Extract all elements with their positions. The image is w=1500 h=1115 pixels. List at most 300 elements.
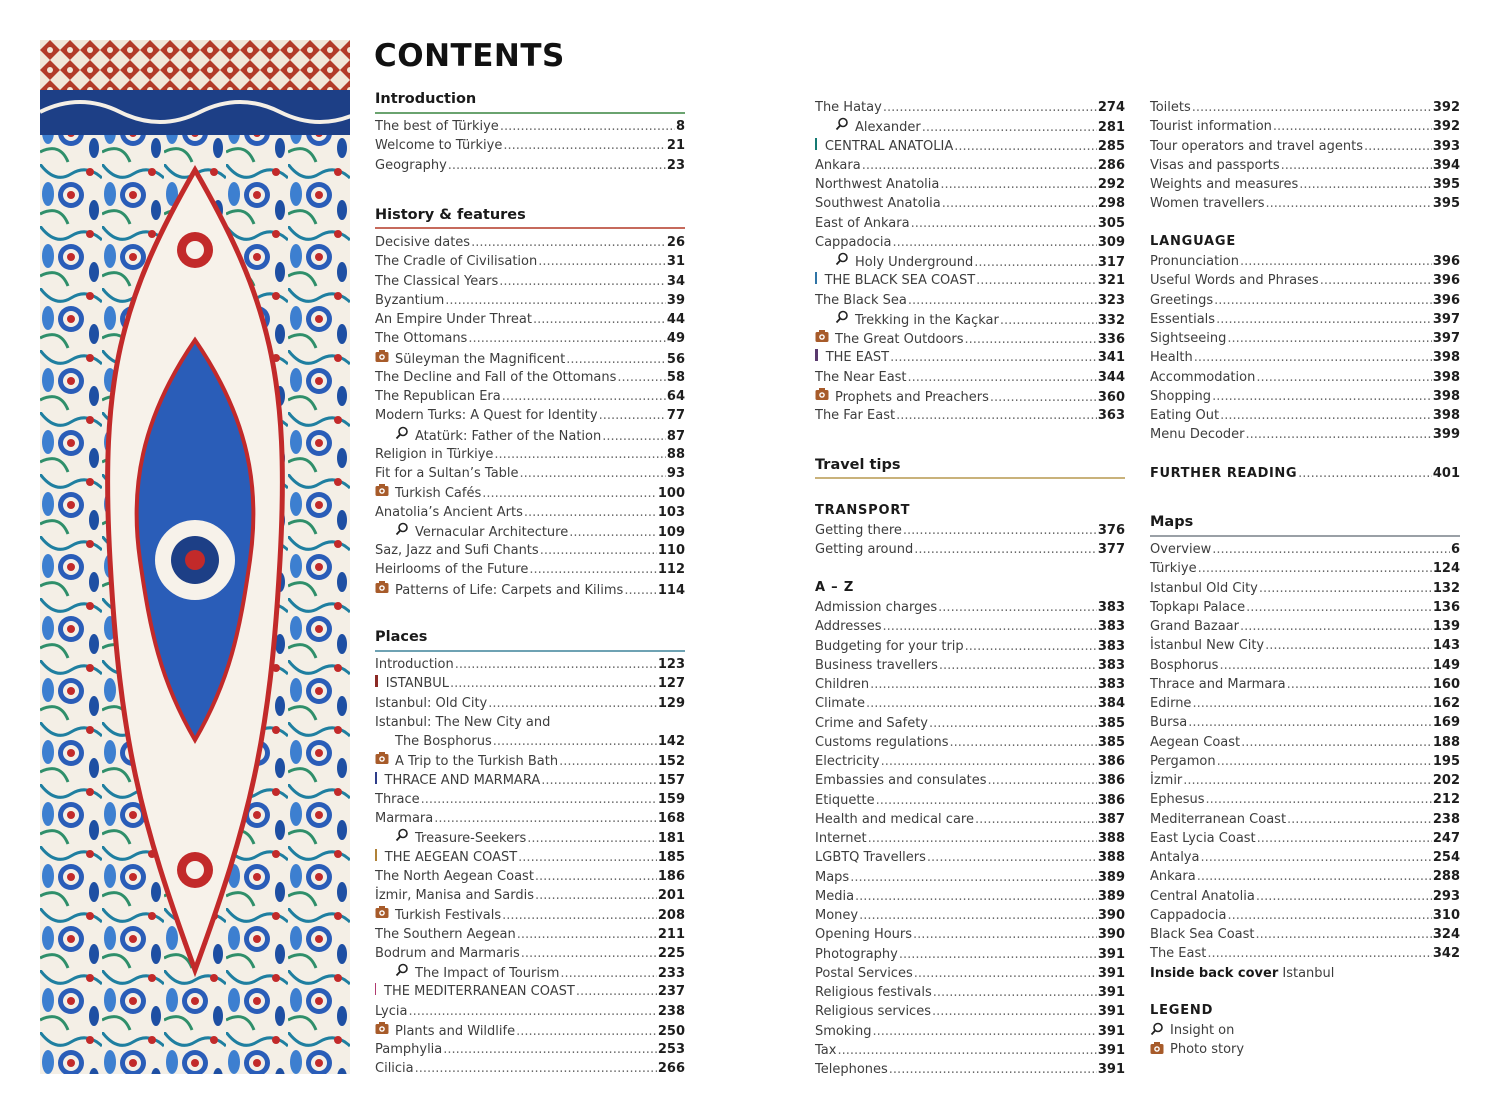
toc-entry-page: 292 [1097, 177, 1125, 192]
toc-entry-label: Alexander [855, 120, 921, 136]
dot-leader [434, 809, 657, 828]
toc-entry-page: 152 [657, 754, 685, 770]
dot-leader [866, 694, 1097, 713]
toc-entry-page: 112 [657, 562, 685, 578]
toc-entry-page: 389 [1097, 888, 1125, 904]
toc-entry-page: 225 [657, 945, 685, 961]
toc-entry[interactable] [815, 348, 1125, 367]
toc-entry-label: Menu Decoder [1150, 427, 1245, 443]
toc-entry-label: Süleyman the Magnificent [395, 351, 566, 367]
toc-entry[interactable] [375, 503, 685, 522]
toc-entry[interactable] [815, 156, 1125, 175]
inside-back-cover-label: Inside back cover [1150, 966, 1279, 981]
toc-entry-page: 157 [657, 772, 685, 788]
toc-entry[interactable] [375, 349, 685, 368]
toc-entry-label: İzmir [1150, 773, 1183, 788]
toc-entry-label: THE MEDITERRANEAN COAST [384, 984, 575, 1000]
toc-entry[interactable] [815, 810, 1125, 829]
dot-leader [1257, 829, 1432, 848]
toc-entry-page: 274 [1097, 100, 1125, 115]
dot-leader [560, 964, 656, 983]
camera-icon [375, 483, 389, 497]
toc-entry-page: 391 [1097, 1004, 1125, 1020]
subheading-transport: TRANSPORT [815, 503, 911, 518]
toc-entry-label: Cilicia [375, 1061, 414, 1077]
toc-entry[interactable] [815, 137, 1125, 156]
toc-entry-label: Istanbul: The New City and [375, 714, 551, 730]
dot-leader [538, 252, 666, 271]
toc-entry[interactable] [1150, 790, 1460, 809]
toc-entry-page: 393 [1432, 138, 1460, 154]
toc-entry-label: Ephesus [1150, 792, 1205, 808]
dot-leader [1200, 848, 1431, 867]
toc-entry-label: The Decline and Fall of the Ottomans [375, 369, 617, 385]
toc-entry-label: Bursa [1150, 715, 1188, 731]
dot-leader [896, 406, 1097, 425]
toc-entry-page: 388 [1097, 850, 1125, 866]
dot-leader [499, 272, 666, 291]
toc-entry[interactable] [1150, 425, 1460, 444]
toc-entry-label: THRACE AND MARMARA [384, 772, 541, 788]
toc-entry-label: Addresses [815, 619, 882, 635]
toc-entry[interactable] [375, 310, 685, 329]
toc-entry[interactable] [815, 694, 1125, 713]
toc-entry[interactable] [815, 829, 1125, 848]
toc-entry[interactable] [835, 252, 1125, 271]
toc-entry-label: Money [815, 908, 859, 923]
toc-entry-page: 77 [666, 408, 685, 424]
toc-entry-label: Accommodation [1150, 369, 1256, 385]
toc-entry-page: 139 [1432, 619, 1460, 634]
toc-entry-label: Antalya [1150, 850, 1200, 865]
dot-leader [938, 598, 1097, 617]
toc-entry-label: İstanbul New City [1150, 638, 1265, 654]
toc-entry[interactable] [375, 925, 685, 944]
toc-entry[interactable] [1150, 368, 1460, 387]
toc-entry-label: Ankara [815, 157, 861, 173]
toc-entry-label: Black Sea Coast [1150, 927, 1255, 942]
toc-entry[interactable] [1150, 810, 1460, 829]
toc-entry[interactable] [375, 156, 685, 175]
toc-entry[interactable] [835, 310, 1125, 329]
toc-entry-label: The Hatay [815, 100, 882, 115]
toc-entry[interactable] [375, 233, 685, 252]
magnifier-icon [835, 310, 849, 324]
magnifier-icon [395, 522, 409, 536]
toc-entry[interactable] [395, 732, 685, 751]
toc-entry-page: 34 [666, 273, 685, 289]
toc-entry-page: 332 [1097, 312, 1125, 328]
toc-entry-page: 309 [1097, 234, 1125, 250]
dot-leader [1194, 348, 1432, 367]
toc-entry[interactable] [375, 252, 685, 271]
toc-entry[interactable] [815, 1022, 1125, 1041]
toc-entry[interactable] [815, 771, 1125, 790]
toc-entry-page: 168 [657, 811, 685, 826]
toc-entry-label: Introduction [375, 657, 454, 672]
toc-entry[interactable] [1150, 733, 1460, 752]
toc-entry-label: Women travellers [1150, 196, 1265, 212]
toc-entry[interactable] [375, 329, 685, 348]
toc-entry[interactable] [1150, 771, 1460, 790]
toc-entry-label: Weights and measures [1150, 177, 1299, 192]
toc-entry[interactable] [815, 925, 1125, 944]
toc-entry-page: 253 [657, 1042, 685, 1057]
toc-entry-label: Patterns of Life: Carpets and Kilims [395, 582, 624, 598]
toc-entry[interactable] [375, 982, 685, 1001]
toc-entry[interactable] [815, 1060, 1125, 1079]
toc-entry-page: 162 [1432, 696, 1460, 711]
toc-entry[interactable] [1150, 271, 1460, 290]
toc-entry-page: 360 [1097, 389, 1125, 405]
toc-entry[interactable] [815, 887, 1125, 906]
toc-entry-label: Etiquette [815, 792, 875, 808]
toc-entry[interactable] [815, 194, 1125, 213]
toc-entry-label: Byzantium [375, 292, 445, 308]
toc-entry[interactable] [375, 1059, 685, 1078]
dot-leader [516, 1022, 657, 1041]
toc-entry[interactable] [815, 387, 1125, 406]
toc-entry-page: 136 [1432, 599, 1460, 615]
toc-entry[interactable] [1150, 194, 1460, 213]
toc-entry-label: The Bosphorus [395, 734, 492, 749]
toc-entry[interactable] [815, 175, 1125, 194]
toc-entry[interactable] [375, 272, 685, 291]
toc-entry[interactable] [375, 655, 685, 674]
further-reading-page: 401 [1432, 466, 1460, 481]
dot-leader [1287, 810, 1432, 829]
toc-entry[interactable] [375, 867, 685, 886]
further-reading-entry[interactable] [1150, 464, 1460, 483]
toc-entry-page: 293 [1432, 888, 1460, 904]
toc-entry-label: The Ottomans [375, 331, 468, 347]
toc-entry-page: 212 [1432, 792, 1460, 808]
toc-entry[interactable] [815, 848, 1125, 867]
toc-entry-page: 342 [1432, 946, 1460, 962]
toc-entry[interactable] [1150, 329, 1460, 348]
toc-entry[interactable] [375, 387, 685, 406]
toc-entry-page: 188 [1432, 734, 1460, 750]
dot-leader [1212, 387, 1432, 406]
toc-entry-page: 385 [1097, 734, 1125, 750]
toc-entry[interactable] [375, 368, 685, 387]
toc-entry[interactable] [815, 945, 1125, 964]
toc-entry-page: 390 [1097, 927, 1125, 943]
camera-icon [815, 329, 829, 343]
magnifier-icon [835, 252, 849, 266]
toc-entry[interactable] [375, 790, 685, 809]
region-color-square [375, 983, 376, 995]
toc-entry-label: Media [815, 888, 855, 904]
toc-entry-label: A Trip to the Turkish Bath [395, 754, 559, 770]
toc-entry[interactable] [815, 214, 1125, 233]
dot-leader [559, 752, 657, 771]
toc-entry[interactable] [815, 752, 1125, 771]
toc-entry[interactable] [1150, 944, 1460, 963]
toc-entry[interactable] [1150, 867, 1460, 886]
legend-heading: LEGEND [1150, 1003, 1214, 1018]
toc-entry[interactable] [815, 1041, 1125, 1060]
toc-entry[interactable] [375, 464, 685, 483]
toc-entry[interactable] [395, 963, 685, 982]
toc-entry[interactable] [1150, 252, 1460, 271]
toc-entry[interactable] [815, 271, 1125, 290]
toc-entry-label: Geography [375, 157, 447, 173]
toc-entry[interactable] [1150, 694, 1460, 713]
toc-entry-label: Pergamon [1150, 753, 1216, 769]
dot-leader [932, 1002, 1097, 1021]
toc-entry[interactable] [835, 117, 1125, 136]
toc-entry-page: 395 [1432, 177, 1460, 192]
toc-entry-label: Bodrum and Marmaris [375, 945, 520, 961]
toc-entry-label: Modern Turks: A Quest for Identity [375, 408, 598, 424]
toc-entry[interactable] [375, 580, 685, 599]
dot-leader [500, 117, 675, 136]
toc-entry[interactable] [815, 617, 1125, 636]
toc-entry[interactable] [1150, 887, 1460, 906]
toc-entry[interactable] [1150, 117, 1460, 136]
toc-entry[interactable] [815, 733, 1125, 752]
toc-entry-page: 392 [1432, 100, 1460, 115]
toc-entry[interactable] [1150, 829, 1460, 848]
toc-entry[interactable] [815, 675, 1125, 694]
toc-entry[interactable] [375, 445, 685, 464]
toc-entry-page: 208 [657, 908, 685, 924]
toc-entry[interactable] [815, 329, 1125, 348]
toc-entry[interactable] [1150, 559, 1460, 578]
toc-entry[interactable] [1150, 98, 1460, 117]
toc-entry[interactable] [1150, 925, 1460, 944]
dot-leader [890, 348, 1097, 367]
toc-entry[interactable] [1150, 636, 1460, 655]
toc-entry-page: 391 [1097, 1023, 1125, 1039]
toc-entry[interactable] [375, 944, 685, 963]
toc-entry[interactable] [815, 598, 1125, 617]
toc-entry-label: Business travellers [815, 657, 938, 673]
toc-entry-page: 169 [1432, 715, 1460, 731]
toc-entry[interactable] [375, 560, 685, 579]
dot-leader [908, 368, 1097, 387]
toc-entry[interactable] [1150, 310, 1460, 329]
toc-entry-label: Turkish Cafés [395, 486, 482, 502]
toc-entry[interactable] [815, 233, 1125, 252]
toc-entry[interactable] [1150, 752, 1460, 771]
dot-leader [421, 790, 657, 809]
toc-entry[interactable] [375, 751, 685, 770]
toc-entry[interactable] [815, 368, 1125, 387]
toc-entry[interactable] [375, 541, 685, 560]
toc-entry-label: Anatolia’s Ancient Arts [375, 504, 523, 520]
toc-entry[interactable] [375, 905, 685, 924]
camera-icon [1150, 1041, 1164, 1055]
toc-entry-label: The Southern Aegean [375, 926, 516, 942]
dot-leader [892, 233, 1096, 252]
toc-entry-page: 390 [1097, 908, 1125, 923]
toc-entry-label: Religion in Türkiye [375, 446, 494, 462]
toc-entry[interactable] [375, 809, 685, 828]
toc-entry[interactable] [1150, 579, 1460, 598]
dot-leader [954, 137, 1097, 156]
toc-entry-label: Postal Services [815, 965, 913, 981]
toc-entry-page: 396 [1432, 254, 1460, 269]
toc-entry[interactable] [815, 656, 1125, 675]
toc-entry[interactable] [375, 483, 685, 502]
toc-entry[interactable] [375, 406, 685, 425]
dot-leader [602, 427, 666, 446]
toc-entry-page: 323 [1097, 292, 1125, 308]
toc-entry[interactable] [815, 906, 1125, 925]
toc-entry-page: 395 [1432, 196, 1460, 212]
toc-entry-label: İzmir, Manisa and Sardis [375, 888, 535, 903]
toc-entry-page: 142 [657, 734, 685, 749]
dot-leader [1241, 733, 1432, 752]
toc-entry[interactable] [375, 694, 685, 713]
dot-leader [468, 329, 666, 348]
toc-entry[interactable] [815, 521, 1125, 540]
toc-entry[interactable] [815, 291, 1125, 310]
dot-leader [1207, 944, 1431, 963]
toc-entry-label: Southwest Anatolia [815, 196, 941, 212]
toc-entry[interactable] [375, 674, 685, 693]
toc-entry[interactable] [815, 983, 1125, 1002]
dot-leader [1320, 271, 1432, 290]
introduction-rule [375, 112, 685, 114]
toc-entry[interactable] [815, 98, 1125, 117]
toc-entry[interactable] [395, 426, 685, 445]
toc-entry[interactable] [375, 117, 685, 136]
toc-entry[interactable] [1150, 406, 1460, 425]
toc-entry[interactable] [1150, 156, 1460, 175]
dot-leader [493, 732, 657, 751]
dot-leader [517, 925, 657, 944]
toc-entry-page: 398 [1432, 350, 1460, 366]
magnifier-icon [395, 963, 409, 977]
toc-entry[interactable] [1150, 656, 1460, 675]
toc-entry-page: 391 [1097, 1042, 1125, 1058]
toc-entry[interactable] [375, 713, 685, 732]
toc-entry[interactable] [375, 848, 685, 867]
toc-entry-page: 44 [666, 312, 685, 327]
dot-leader [535, 867, 657, 886]
dot-leader [1256, 368, 1432, 387]
dot-leader [1183, 771, 1432, 790]
toc-entry-page: 398 [1432, 408, 1460, 423]
dot-leader [1212, 540, 1450, 559]
toc-entry[interactable] [1150, 175, 1460, 194]
toc-entry-label: Prophets and Preachers [835, 389, 989, 405]
toc-entry-page: 254 [1432, 850, 1460, 865]
toc-entry-page: 336 [1097, 332, 1125, 347]
toc-entry[interactable] [815, 540, 1125, 559]
toc-entry[interactable] [1150, 291, 1460, 310]
toc-entry-label: Holy Underground [855, 255, 974, 270]
toc-entry-page: 391 [1097, 965, 1125, 981]
toc-entry[interactable] [395, 828, 685, 847]
travel-tips-rule [815, 477, 1125, 479]
toc-entry[interactable] [1150, 617, 1460, 636]
toc-entry-page: 247 [1432, 830, 1460, 846]
toc-entry[interactable] [815, 714, 1125, 733]
section-heading-introduction: Introduction [375, 91, 477, 107]
dot-leader [1240, 617, 1432, 636]
toc-entry[interactable] [815, 964, 1125, 983]
toc-entry-label: THE EAST [825, 350, 890, 366]
dot-leader [1214, 291, 1432, 310]
toc-entry[interactable] [1150, 906, 1460, 925]
toc-entry-page: 127 [657, 676, 685, 692]
toc-entry[interactable] [375, 886, 685, 905]
toc-entry[interactable] [1150, 675, 1460, 694]
toc-entry[interactable] [1150, 348, 1460, 367]
toc-entry[interactable] [815, 1002, 1125, 1021]
toc-entry-page: 397 [1432, 311, 1460, 327]
toc-entry-label: Treasure-Seekers [415, 831, 527, 847]
toc-entry-label: Greetings [1150, 292, 1214, 308]
toc-entry[interactable] [1150, 540, 1460, 559]
toc-entry-page: 391 [1097, 985, 1125, 1000]
toc-entry[interactable] [815, 791, 1125, 810]
toc-entry[interactable] [375, 291, 685, 310]
toc-entry-page: 143 [1432, 638, 1460, 654]
toc-entry[interactable] [1150, 713, 1460, 732]
toc-entry-page: 391 [1097, 946, 1125, 962]
toc-entry-label: Lycia [375, 1003, 408, 1019]
toc-entry-label: Istanbul Old City [1150, 580, 1258, 596]
toc-entry-page: 386 [1097, 773, 1125, 789]
toc-entry-page: 238 [1432, 811, 1460, 827]
toc-entry[interactable] [815, 868, 1125, 887]
dot-leader [881, 752, 1097, 771]
toc-entry[interactable] [1150, 848, 1460, 867]
toc-entry-page: 288 [1432, 869, 1460, 885]
legend-photo-label: Photo story [1170, 1042, 1245, 1057]
toc-entry-page: 298 [1097, 196, 1125, 212]
toc-entry[interactable] [1150, 387, 1460, 406]
dot-leader [855, 887, 1097, 906]
toc-entry-page: 202 [1432, 773, 1460, 788]
dot-leader [914, 540, 1097, 559]
toc-entry[interactable] [1150, 598, 1460, 617]
dot-leader [529, 560, 657, 579]
toc-entry[interactable] [375, 1021, 685, 1040]
dot-leader [940, 175, 1097, 194]
toc-entry-label: Central Anatolia [1150, 888, 1255, 904]
toc-entry[interactable] [395, 522, 685, 541]
dot-leader [942, 194, 1097, 213]
toc-entry-page: 394 [1432, 157, 1460, 173]
dot-leader [471, 233, 666, 252]
toc-entry[interactable] [375, 1040, 685, 1059]
dot-leader [1192, 694, 1431, 713]
dot-leader [624, 581, 657, 600]
toc-entry-page: 310 [1432, 907, 1460, 923]
toc-entry-page: 123 [657, 657, 685, 672]
toc-entry-label: Visas and passports [1150, 157, 1280, 173]
toc-entry[interactable] [375, 136, 685, 155]
toc-entry[interactable] [1150, 137, 1460, 156]
toc-entry-page: 181 [657, 831, 685, 847]
dot-leader [1198, 559, 1432, 578]
toc-entry-page: 391 [1097, 1062, 1125, 1077]
toc-entry[interactable] [815, 406, 1125, 425]
toc-entry-page: 39 [666, 292, 685, 308]
toc-entry[interactable] [375, 771, 685, 790]
toc-entry[interactable] [815, 637, 1125, 656]
toc-entry-page: 250 [657, 1023, 685, 1039]
subheading-language: LANGUAGE [1150, 234, 1237, 249]
toc-entry-page: 149 [1432, 657, 1460, 673]
toc-entry[interactable] [375, 1002, 685, 1021]
